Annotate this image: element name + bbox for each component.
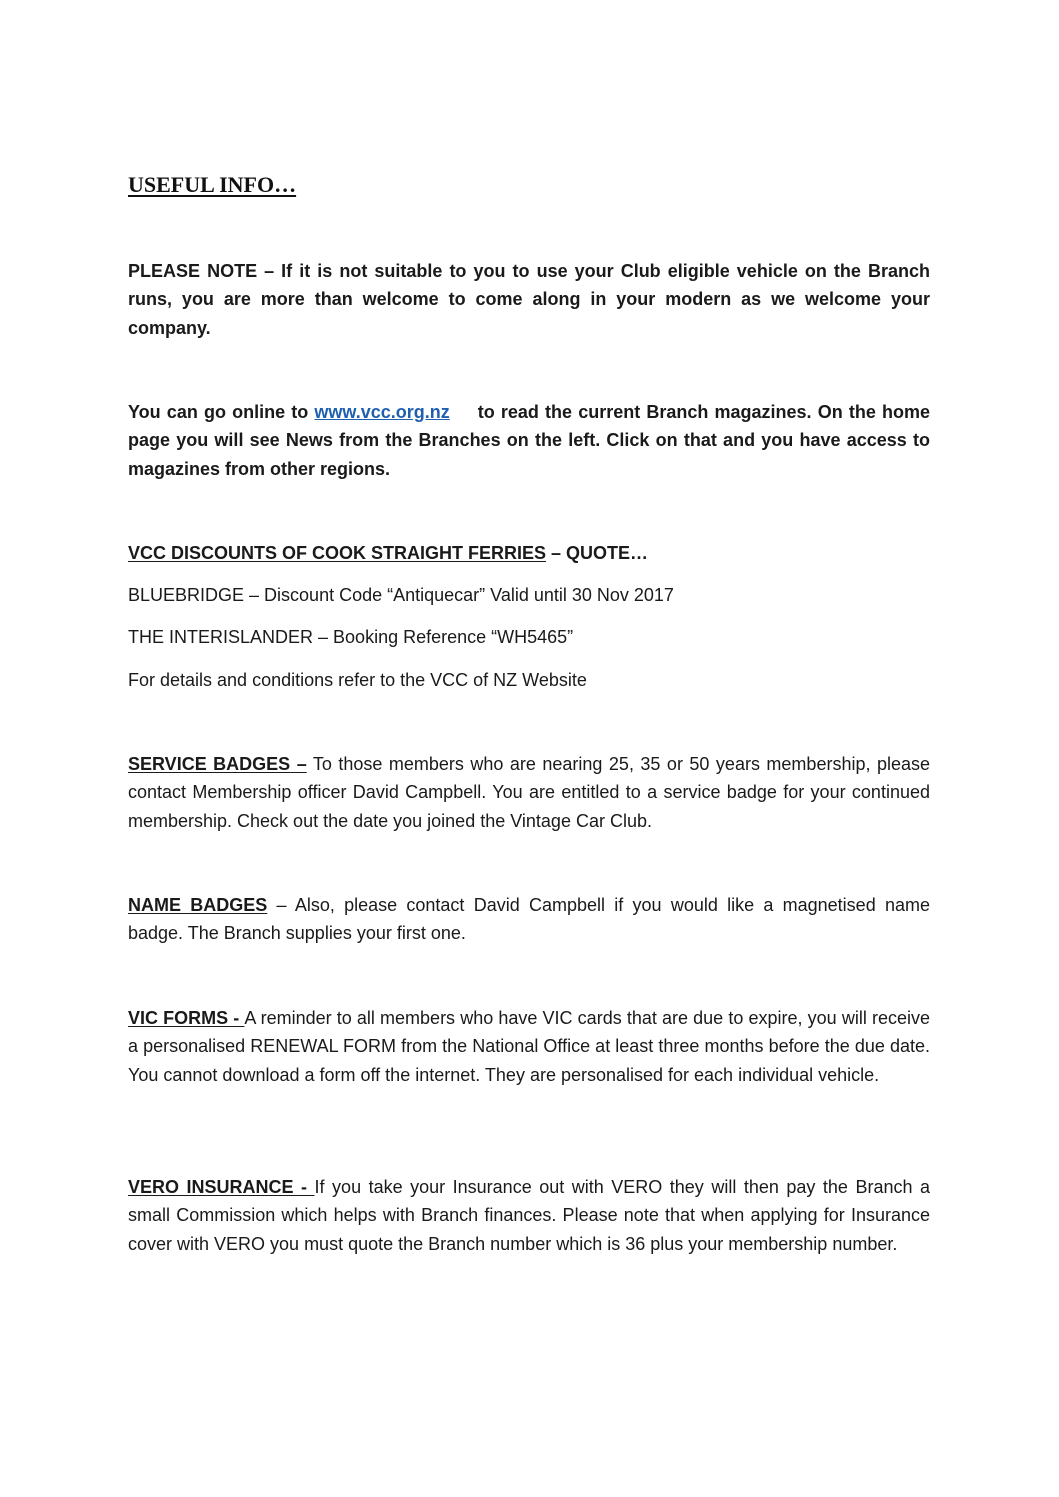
ferries-bluebridge-line: BLUEBRIDGE – Discount Code “Antiquecar” Valid until 30 Nov 2017	[128, 585, 674, 605]
ferries-heading-label: VCC DISCOUNTS OF COOK STRAIGHT FERRIES	[128, 543, 547, 563]
service-badges-paragraph	[128, 750, 930, 835]
ferries-heading-suffix: – QUOTE…	[546, 543, 649, 563]
vero-heading: VERO INSURANCE -	[128, 1177, 315, 1197]
ferries-interislander-line: THE INTERISLANDER – Booking Reference “WH5465”	[128, 627, 574, 647]
vic-forms-heading: VIC FORMS -	[128, 1008, 245, 1028]
ferries-heading	[128, 539, 648, 567]
vic-forms-paragraph	[128, 1004, 930, 1089]
please-note-paragraph: PLEASE NOTE – If it is not suitable to you to use your Club eligible vehicle on the Branch runs, you are more than welcome to come along in your modern as we welcome your company.	[128, 261, 930, 338]
vero-text: If you take your Insurance out with VERO they will then pay the Branch a small Commission which helps with Branch finances. Please note that when applying for Insurance cover with VERO you must quote the Branch number which is 36 plus your membership number.	[128, 1177, 930, 1254]
online-text-after: to read the current Branch magazines. On the home page you will see News from the Branches on the left. Click on that and you have access to magazines from other regions.	[128, 402, 930, 479]
vcc-website-link[interactable]: www.vcc.org.nz	[314, 402, 450, 422]
service-badges-heading: SERVICE BADGES –	[128, 754, 307, 774]
ferries-details-line: For details and conditions refer to the VCC of NZ Website	[128, 670, 587, 690]
vic-forms-text: A reminder to all members who have VIC cards that are due to expire, you will receive a personalised RENEWAL FORM from the National Office at least three months before the due date. You cannot download a form off the internet. They are personalised for each individual vehicle.	[128, 1008, 930, 1085]
page-title: USEFUL INFO…	[128, 172, 297, 197]
online-paragraph	[128, 398, 930, 483]
vero-paragraph	[128, 1173, 930, 1258]
name-badges-heading: NAME BADGES	[128, 895, 268, 915]
service-badges-text: To those members who are nearing 25, 35 or 50 years membership, please contact Membership officer David Campbell. You are entitled to a service badge for your continued membership. Check out the date you joined the Vintage Car Club.	[128, 754, 930, 831]
name-badges-text: – Also, please contact David Campbell if you would like a magnetised name badge. The Branch supplies your first one.	[128, 895, 930, 944]
online-text-before: You can go online to	[128, 402, 309, 422]
name-badges-paragraph	[128, 891, 930, 948]
